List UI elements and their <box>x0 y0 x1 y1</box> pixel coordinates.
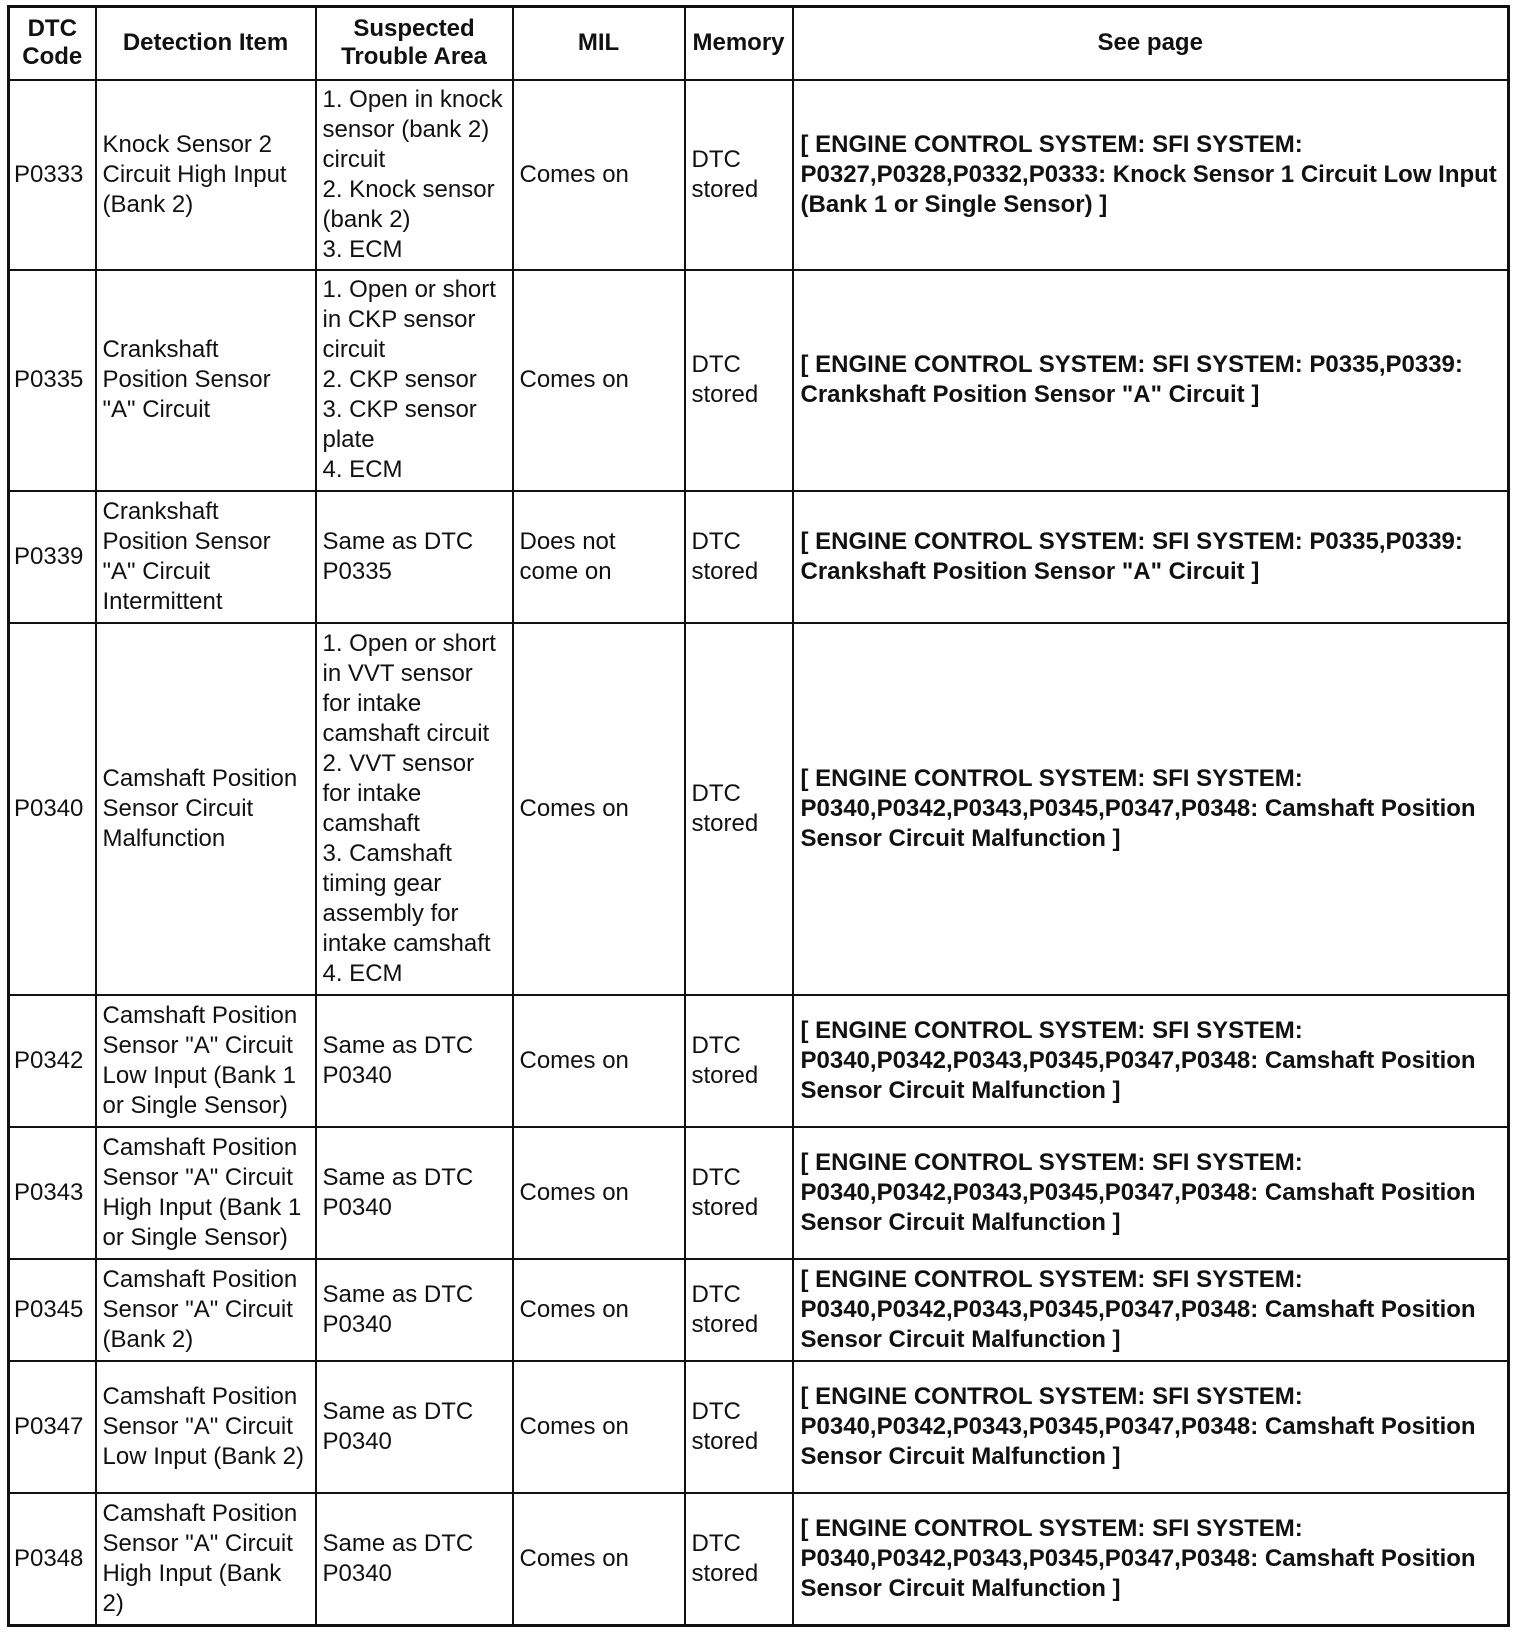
dtc-code-cell: P0345 <box>9 1259 96 1361</box>
trouble-area-cell: 1. Open in knock sensor (bank 2) circuit 2. Knock sensor (bank 2) 3. ECM <box>316 80 513 270</box>
memory-cell: DTC stored <box>685 270 793 491</box>
detection-item-cell: Camshaft Position Sensor "A" Circuit High Input (Bank 2) <box>96 1493 316 1625</box>
mil-cell: Comes on <box>513 995 685 1127</box>
trouble-area-cell: Same as DTC P0340 <box>316 995 513 1127</box>
trouble-area-cell: Same as DTC P0340 <box>316 1493 513 1625</box>
detection-item-cell: Knock Sensor 2 Circuit High Input (Bank 2) <box>96 80 316 270</box>
see-page-link[interactable]: [ ENGINE CONTROL SYSTEM: SFI SYSTEM: P0335,P0339: Crankshaft Position Sensor "A" Circuit ] <box>793 270 1509 491</box>
detection-item-cell: Camshaft Position Sensor "A" Circuit Low Input (Bank 2) <box>96 1361 316 1493</box>
table-row <box>9 270 1509 491</box>
table-row <box>9 1361 1509 1493</box>
see-page-link[interactable]: [ ENGINE CONTROL SYSTEM: SFI SYSTEM: P0340,P0342,P0343,P0345,P0347,P0348: Camshaft Position Sensor Circuit Malfunction ] <box>793 1259 1509 1361</box>
memory-cell: DTC stored <box>685 491 793 623</box>
detection-item-cell: Camshaft Position Sensor "A" Circuit Low Input (Bank 1 or Single Sensor) <box>96 995 316 1127</box>
trouble-area-cell: Same as DTC P0335 <box>316 491 513 623</box>
mil-cell: Comes on <box>513 1361 685 1493</box>
header-row <box>9 7 1509 80</box>
header-see-page-label: See page <box>1097 29 1203 57</box>
mil-cell: Comes on <box>513 623 685 995</box>
memory-cell: DTC stored <box>685 80 793 270</box>
header-dtc-code <box>9 7 96 80</box>
see-page-link[interactable]: [ ENGINE CONTROL SYSTEM: SFI SYSTEM: P0340,P0342,P0343,P0345,P0347,P0348: Camshaft Position Sensor Circuit Malfunction ] <box>793 623 1509 995</box>
memory-cell: DTC stored <box>685 1361 793 1493</box>
detection-item-cell: Camshaft Position Sensor Circuit Malfunction <box>96 623 316 995</box>
header-detection-item-label: Detection Item <box>122 29 289 57</box>
header-memory-label: Memory <box>692 29 785 57</box>
see-page-link[interactable]: [ ENGINE CONTROL SYSTEM: SFI SYSTEM: P0335,P0339: Crankshaft Position Sensor "A" Circuit ] <box>793 491 1509 623</box>
header-memory <box>685 7 793 80</box>
header-mil-label: MIL <box>577 29 620 57</box>
trouble-area-cell: 1. Open or short in VVT sensor for intake camshaft circuit 2. VVT sensor for intake camshaft 3. Camshaft timing gear assembly for intake camshaft 4. ECM <box>316 623 513 995</box>
trouble-area-cell: 1. Open or short in CKP sensor circuit 2. CKP sensor 3. CKP sensor plate 4. ECM <box>316 270 513 491</box>
mil-cell: Comes on <box>513 1493 685 1625</box>
table-row <box>9 623 1509 995</box>
detection-item-cell: Camshaft Position Sensor "A" Circuit (Bank 2) <box>96 1259 316 1361</box>
mil-cell: Comes on <box>513 270 685 491</box>
dtc-code-cell: P0333 <box>9 80 96 270</box>
trouble-area-cell: Same as DTC P0340 <box>316 1361 513 1493</box>
table-row <box>9 1127 1509 1259</box>
dtc-code-cell: P0348 <box>9 1493 96 1625</box>
dtc-code-cell: P0347 <box>9 1361 96 1493</box>
table-row <box>9 995 1509 1127</box>
see-page-link[interactable]: [ ENGINE CONTROL SYSTEM: SFI SYSTEM: P0340,P0342,P0343,P0345,P0347,P0348: Camshaft Position Sensor Circuit Malfunction ] <box>793 995 1509 1127</box>
mil-cell: Comes on <box>513 1127 685 1259</box>
trouble-area-cell: Same as DTC P0340 <box>316 1127 513 1259</box>
table-row <box>9 1493 1509 1625</box>
detection-item-cell: Camshaft Position Sensor "A" Circuit High Input (Bank 1 or Single Sensor) <box>96 1127 316 1259</box>
dtc-code-cell: P0335 <box>9 270 96 491</box>
detection-item-cell: Crankshaft Position Sensor "A" Circuit Intermittent <box>96 491 316 623</box>
table-row <box>9 80 1509 270</box>
detection-item-cell: Crankshaft Position Sensor "A" Circuit <box>96 270 316 491</box>
header-detection-item <box>96 7 316 80</box>
see-page-link[interactable]: [ ENGINE CONTROL SYSTEM: SFI SYSTEM: P0340,P0342,P0343,P0345,P0347,P0348: Camshaft Position Sensor Circuit Malfunction ] <box>793 1127 1509 1259</box>
see-page-link[interactable]: [ ENGINE CONTROL SYSTEM: SFI SYSTEM: P0327,P0328,P0332,P0333: Knock Sensor 1 Circuit Low Input (Bank 1 or Single Sensor) ] <box>793 80 1509 270</box>
memory-cell: DTC stored <box>685 1127 793 1259</box>
dtc-table <box>7 5 1510 1627</box>
memory-cell: DTC stored <box>685 995 793 1127</box>
dtc-code-cell: P0339 <box>9 491 96 623</box>
dtc-code-cell: P0342 <box>9 995 96 1127</box>
trouble-area-cell: Same as DTC P0340 <box>316 1259 513 1361</box>
mil-cell: Comes on <box>513 80 685 270</box>
header-dtc-code-label: DTC Code <box>22 15 83 71</box>
see-page-link[interactable]: [ ENGINE CONTROL SYSTEM: SFI SYSTEM: P0340,P0342,P0343,P0345,P0347,P0348: Camshaft Position Sensor Circuit Malfunction ] <box>793 1361 1509 1493</box>
header-see-page <box>793 7 1509 80</box>
memory-cell: DTC stored <box>685 1493 793 1625</box>
mil-cell: Comes on <box>513 1259 685 1361</box>
header-mil <box>513 7 685 80</box>
table-row <box>9 491 1509 623</box>
table-row <box>9 1259 1509 1361</box>
memory-cell: DTC stored <box>685 1259 793 1361</box>
header-suspected-trouble-area-label: Suspected Trouble Area <box>341 15 487 71</box>
header-suspected-trouble-area <box>316 7 513 80</box>
mil-cell: Does not come on <box>513 491 685 623</box>
see-page-link[interactable]: [ ENGINE CONTROL SYSTEM: SFI SYSTEM: P0340,P0342,P0343,P0345,P0347,P0348: Camshaft Position Sensor Circuit Malfunction ] <box>793 1493 1509 1625</box>
dtc-code-cell: P0343 <box>9 1127 96 1259</box>
memory-cell: DTC stored <box>685 623 793 995</box>
dtc-code-cell: P0340 <box>9 623 96 995</box>
